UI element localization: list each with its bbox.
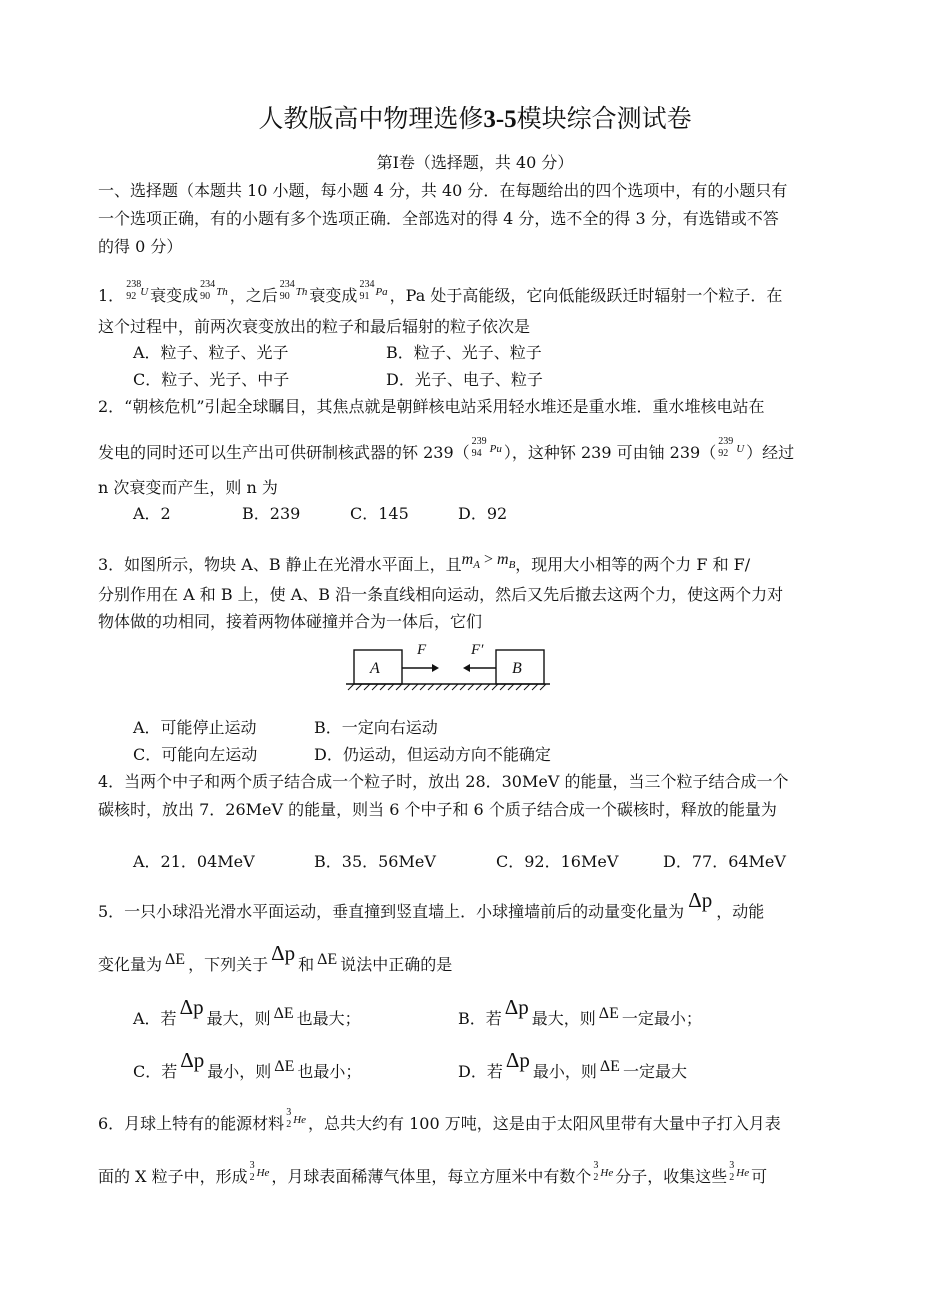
force-f2-label: F′: [471, 642, 484, 658]
q3-option-a: A．可能停止运动: [133, 718, 257, 737]
q1-option-a: A．粒子、粒子、光子: [133, 343, 289, 362]
nuclide-pu239: 239 94 Pu: [471, 436, 502, 459]
q5-line-2: 变化量为 ΔE ，下列关于 Δp 和 ΔE 说法中正确的是: [98, 941, 453, 974]
q2-option-b: B．239: [242, 504, 301, 523]
q2-option-d: D．92: [458, 504, 508, 523]
nuclide-th234-b: 234 90 Th: [279, 279, 308, 302]
q4-option-d: D．77．64MeV: [663, 852, 786, 871]
q5-line-1: 5．一只小球沿光滑水平面运动，垂直撞到竖直墙上．小球撞墙前后的动量变化量为 Δp ，动能: [98, 888, 765, 921]
q3-line-2: 分别作用在 A 和 B 上，使 A、B 沿一条直线相向运动，然后又先后撤去这两个力，使这两个力对: [98, 585, 784, 604]
instructions-line-3: 的得 0 分）: [98, 237, 183, 256]
q4-line-1: 4．当两个中子和两个质子结合成一个粒子时，放出 28．30MeV 的能量，当三个粒子结合成一个: [98, 772, 789, 791]
q2-line-1: 2．“朝核危机”引起全球瞩目，其焦点就是朝鲜核电站采用轻水堆还是重水堆．重水堆核电站在: [98, 397, 765, 416]
title-bold: 3-5: [483, 106, 517, 133]
nuclide-he3: 3 2 He: [286, 1107, 307, 1130]
q6-line-1: 6．月球上特有的能源材料 3 2 He ，总共大约有 100 万吨，这是由于太阳风里带有大量中子打入月表: [98, 1107, 781, 1133]
q2-line-3: n 次衰变而产生，则 n 为: [98, 478, 278, 497]
nuclide-u238: 238 92 U: [126, 279, 149, 302]
nuclide-th234: 234 90 Th: [200, 279, 228, 302]
title-text-end: 模块综合测试卷: [516, 104, 692, 133]
q3-option-b: B．一定向右运动: [314, 718, 438, 737]
q5-option-b: B．若 Δp 最大，则 ΔE 一定最小；: [458, 995, 702, 1028]
q2-option-a: A．2: [133, 504, 171, 523]
q5-option-a: A．若 Δp 最大，则 ΔE 也最大；: [133, 995, 361, 1028]
force-f-label: F: [417, 642, 427, 658]
q5-delta-e-2: ΔE: [317, 951, 338, 968]
q3-line-1: 3．如图所示，物块 A、B 静止在光滑水平面上，且$m_A > m_B$，现用大小相等的两个力 F 和 F/: [98, 551, 751, 574]
q5-option-d: D．若 Δp 最小，则 ΔE 一定最大: [458, 1048, 687, 1081]
q3-figure: [340, 638, 555, 696]
q4-option-a: A．21．04MeV: [133, 852, 255, 871]
q1-option-b: B．粒子、光子、粒子: [386, 343, 542, 362]
q3-option-c: C．可能向左运动: [133, 745, 258, 764]
q1-number: 1．: [98, 286, 125, 305]
q5-delta-p-2: Δp: [271, 941, 296, 965]
q4-line-2: 碳核时，放出 7．26MeV 的能量，则当 6 个中子和 6 个质子结合成一个碳核时，释放的能量为: [98, 800, 777, 819]
q5-delta-p: Δp: [688, 888, 713, 912]
nuclide-he3-c: 3 2 He: [593, 1160, 614, 1183]
section-header: 第Ⅰ卷（选择题，共 40 分）: [376, 153, 574, 172]
nuclide-he3-d: 3 2 He: [729, 1160, 750, 1183]
q3-mass-inequality: $m_A > m_B$: [461, 551, 516, 572]
force-f2-arrowhead: [463, 664, 470, 672]
page-title: [0, 103, 950, 136]
nuclide-pa234: 234 91 Pa: [359, 279, 388, 302]
nuclide-u239: 239 92 U: [718, 436, 745, 459]
instructions-line-2: 一个选项正确，有的小题有多个选项正确．全部选对的得 4 分，选不全的得 3 分，有选错或不答: [98, 209, 779, 228]
block-a-label: A: [370, 660, 380, 677]
q2-option-c: C．145: [350, 504, 409, 523]
q4-option-b: B．35．56MeV: [314, 852, 436, 871]
q1-line-2: 这个过程中，前两次衰变放出的粒子和最后辐射的粒子依次是: [98, 317, 531, 336]
q3-option-d: D．仍运动，但运动方向不能确定: [314, 745, 551, 764]
q1-option-c: C．粒子、光子、中子: [133, 370, 290, 389]
q5-option-c: C．若 Δp 最小，则 ΔE 也最小；: [133, 1048, 362, 1081]
force-f-arrowhead: [432, 664, 439, 672]
instructions-line-1: 一、选择题（本题共 10 小题，每小题 4 分，共 40 分．在每题给出的四个选项中，有的小题只有: [98, 181, 788, 200]
q6-line-2: 面的 X 粒子中，形成 3 2 He ，月球表面稀薄气体里，每立方厘米中有数个 3 2 He 分子，收集这些 3 2 He 可: [98, 1160, 768, 1186]
q1-line-1: 1． 238 92 U 衰变成 234 90 Th ，之后 234 90 Th 衰变成 234 91 Pa ，Pa 处于高能级，它向低能级跃迁时辐射一个粒子．在: [98, 279, 783, 305]
q5-delta-e: ΔE: [165, 951, 186, 968]
ground-hatching: [348, 684, 546, 690]
q1-option-d: D．光子、电子、粒子: [386, 370, 543, 389]
q2-line-2: 发电的同时还可以生产出可供研制核武器的钚 239（ 239 94 Pu ），这种钚 239 可由铀 239（ 239 92 U ）经过: [98, 436, 795, 462]
q3-line-3: 物体做的功相同，接着两物体碰撞并合为一体后，它们: [98, 612, 483, 631]
block-b-label: B: [512, 660, 522, 677]
q4-option-c: C．92．16MeV: [496, 852, 619, 871]
nuclide-he3-b: 3 2 He: [249, 1160, 270, 1183]
title-text: 人教版高中物理选修: [258, 104, 484, 133]
